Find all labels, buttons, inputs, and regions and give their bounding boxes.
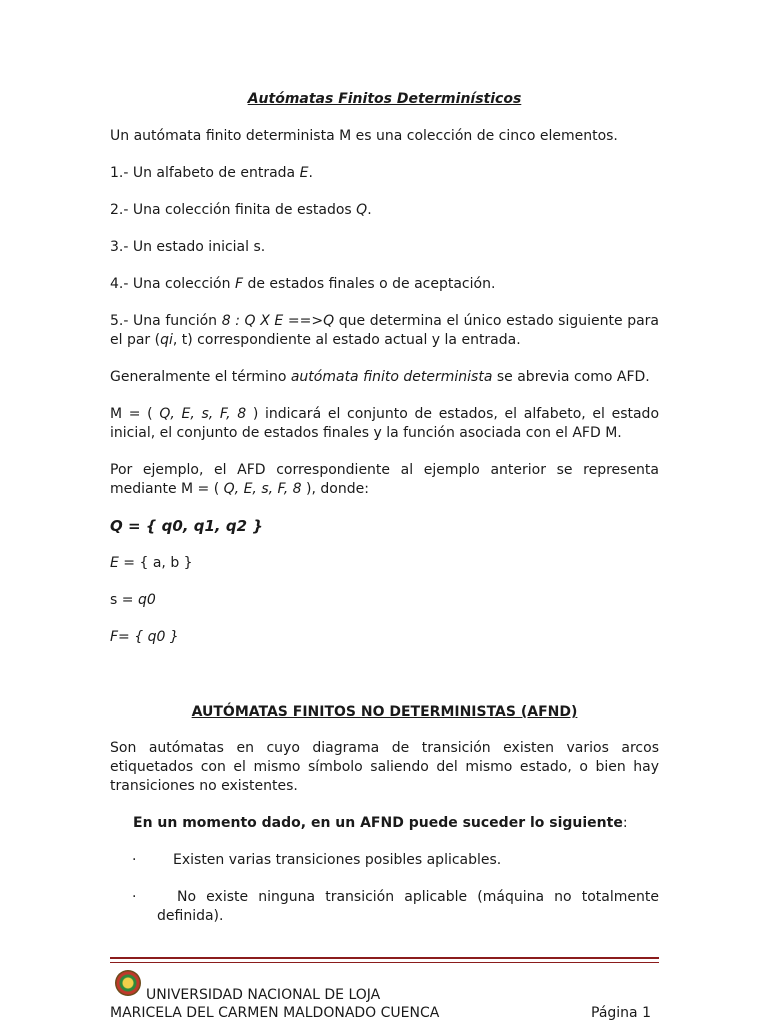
item-5-text: 5.- Una función <box>110 313 222 329</box>
m-definition <box>110 405 659 443</box>
item-4 <box>110 275 659 294</box>
footer-rule-thin <box>110 962 659 963</box>
section-title-afnd: AUTÓMATAS FINITOS NO DETERMINISTAS (AFND) <box>191 704 578 720</box>
example-text: Por ejemplo, el AFD correspondiente al ejemplo anterior se representa mediante M = ( <box>110 462 659 497</box>
intro-paragraph: Un autómata finito determinista M es una colección de cinco elementos. <box>110 128 618 144</box>
item-5-end: , t) correspondiente al estado actual y la entrada. <box>172 332 521 348</box>
item-5 <box>110 312 659 350</box>
item-2-end: . <box>367 202 372 218</box>
item-1 <box>110 164 659 183</box>
document-title: Autómatas Finitos Determinísticos <box>247 91 522 107</box>
e-symbol: E <box>110 555 119 571</box>
item-2-text: 2.- Una colección finita de estados <box>110 202 357 218</box>
moment-paragraph <box>133 814 659 833</box>
item-5-formula: 8 : Q X E ==>Q <box>221 313 335 329</box>
item-4-end: de estados finales o de aceptación. <box>243 276 496 292</box>
bullet-icon: · <box>132 852 137 868</box>
footer-university: UNIVERSIDAD NACIONAL DE LOJA <box>146 987 381 1003</box>
afnd-intro-paragraph: Son autómatas en cuyo diagrama de transición existen varios arcos etiquetados con el mismo símbolo saliendo del mismo estado, o bien hay transiciones no existentes. <box>110 740 659 794</box>
general-term: autómata finito determinista <box>290 369 493 385</box>
s-definition <box>110 591 659 610</box>
q-definition: Q = { q0, q1, q2 } <box>110 517 263 535</box>
m-definition-end: ) indicará el conjunto de estados, el alfabeto, el estado inicial, el conjunto de estados finales y la función asociada con el AFD M. <box>110 406 660 441</box>
item-5-middle: que determina el único estado siguiente para el par ( <box>110 313 659 348</box>
example-end: ), donde: <box>301 481 369 497</box>
item-3 <box>110 238 659 257</box>
s-text: s = <box>110 592 138 608</box>
item-2 <box>110 201 659 220</box>
example-paragraph <box>110 461 659 499</box>
item-5-qi: qi <box>160 332 173 348</box>
footer-rule-thick <box>110 957 659 959</box>
m-definition-text: M = ( <box>110 406 160 422</box>
item-1-text: 1.- Un alfabeto de entrada <box>110 165 300 181</box>
example-tuple: Q, E, s, F, 8 <box>223 481 302 497</box>
university-logo-icon <box>115 970 141 996</box>
general-paragraph <box>110 368 659 387</box>
moment-colon: : <box>622 815 628 831</box>
item-4-text: 4.- Una colección <box>110 276 235 292</box>
e-set: = { a, b } <box>118 555 193 571</box>
item-2-symbol: Q <box>356 202 368 218</box>
item-4-symbol: F <box>234 276 244 292</box>
item-3-text: 3.- Un estado inicial s. <box>110 239 266 255</box>
item-1-symbol: E <box>299 165 309 181</box>
bullet-text-2: No existe ninguna transición aplicable (máquina no totalmente definida). <box>157 889 659 924</box>
e-definition <box>110 554 659 573</box>
footer-author: MARICELA DEL CARMEN MALDONADO CUENCA <box>110 1005 440 1021</box>
item-1-end: . <box>308 165 313 181</box>
bullet-text-1: Existen varias transiciones posibles aplicables. <box>173 852 502 868</box>
general-end: se abrevia como AFD. <box>492 369 650 385</box>
f-definition: F= { q0 } <box>110 629 179 645</box>
m-definition-tuple: Q, E, s, F, 8 <box>159 406 247 422</box>
bullet-icon: · <box>132 889 137 905</box>
moment-bold: En un momento dado, en un AFND puede suceder lo siguiente <box>133 815 623 831</box>
s-value: q0 <box>137 592 156 608</box>
general-text: Generalmente el término <box>110 369 291 385</box>
footer-page-number: Página 1 <box>591 1005 651 1021</box>
